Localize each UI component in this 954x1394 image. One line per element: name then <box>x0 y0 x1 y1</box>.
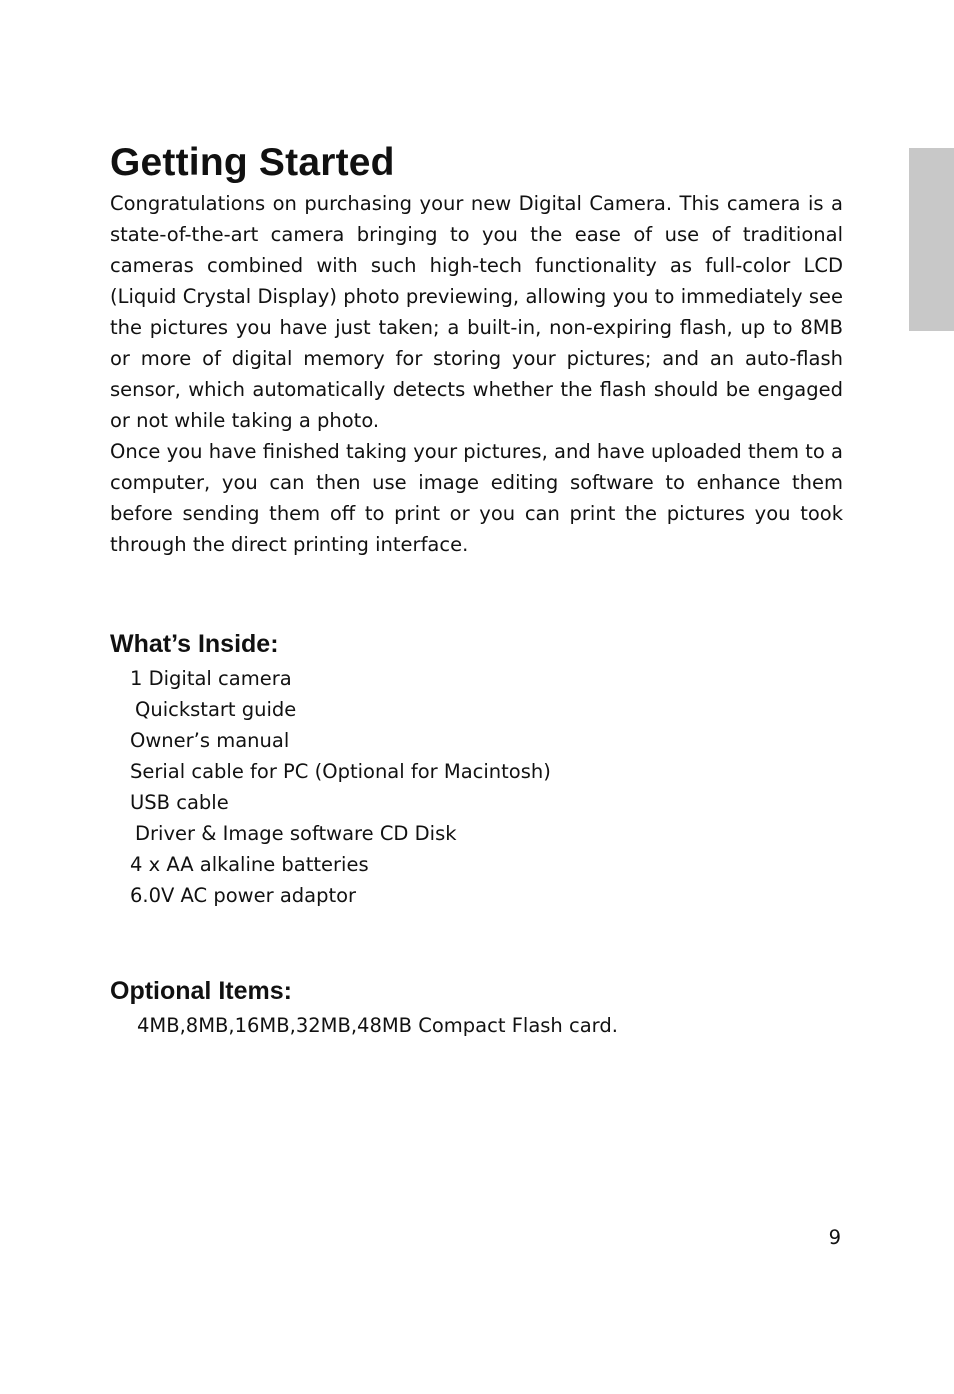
list-item: Quickstart guide <box>135 698 297 721</box>
intro-paragraph-2: Once you have finished taking your pictures, and have uploaded them to a computer, you can then use image editing software to enhance them before sending them off to print or you can print the pictures you took through the direct printing interface. <box>110 440 843 556</box>
page-number: 9 <box>828 1226 841 1249</box>
intro-paragraph-1: Congratulations on purchasing your new Digital Camera. This camera is a state-of-the-art camera bringing to you the ease of use of traditional cameras combined with such high-tech functionality as full-color LCD (Liquid Crystal Display) photo previewing, allowing you to immediately see the pictures you have just taken; a built-in, non-expiring flash, up to 8MB or more of digital memory for storing your pictures; and an auto-flash sensor, which automatically detects whether the flash should be engaged or not while taking a photo. <box>110 192 843 432</box>
optional-items-heading: Optional Items: <box>110 977 292 1005</box>
list-item: 6.0V AC power adaptor <box>130 884 357 907</box>
list-item: Serial cable for PC (Optional for Macintosh) <box>130 760 551 783</box>
whats-inside-heading: What’s Inside: <box>110 630 279 658</box>
optional-items-list <box>110 1010 843 1041</box>
whats-inside-list <box>110 663 843 911</box>
list-item: Owner’s manual <box>130 729 290 752</box>
list-item: 4 x AA alkaline batteries <box>130 853 369 876</box>
list-item: 4MB,8MB,16MB,32MB,48MB Compact Flash card. <box>137 1014 618 1037</box>
page-content <box>110 138 843 1041</box>
list-item: Driver & Image software CD Disk <box>135 822 457 845</box>
list-item: 1 Digital camera <box>130 667 292 690</box>
page-title: Getting Started <box>110 141 395 184</box>
chapter-tab <box>909 148 954 331</box>
list-item: USB cable <box>130 791 229 814</box>
